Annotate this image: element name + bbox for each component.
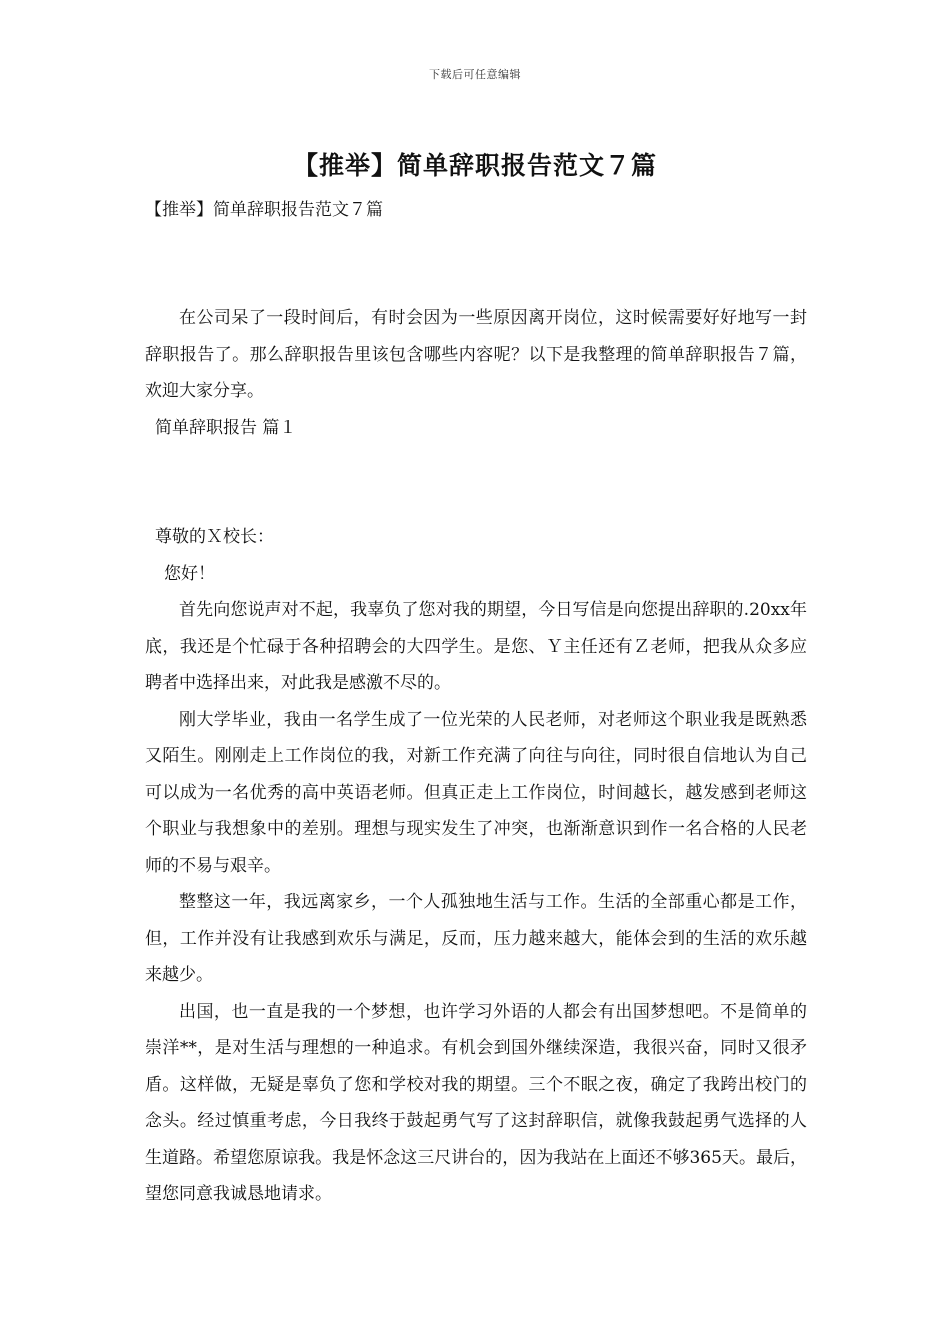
body-paragraph-1: 首先向您说声对不起，我辜负了您对我的期望，今日写信是向您提出辞职的.20xx年底，我还是个忙碌于各种招聘会的大四学生。是您、Ｙ主任还有Ｚ老师，把我从众多应聘者中选择出来，对此我是感激不尽的。: [145, 600, 807, 693]
header-note: 下载后可任意编辑: [429, 68, 521, 81]
document-title: 【推举】简单辞职报告范文７篇: [292, 151, 657, 180]
blank-space: [145, 446, 807, 519]
intro-paragraph: 在公司呆了一段时间后，有时会因为一些原因离开岗位，这时候需要好好地写一封辞职报告了。那么辞职报告里该包含哪些内容呢？以下是我整理的简单辞职报告７篇，欢迎大家分享。: [145, 308, 807, 401]
body-paragraph-4: 出国，也一直是我的一个梦想，也许学习外语的人都会有出国梦想吧。不是简单的崇洋**，是对生活与理想的一种追求。有机会到国外继续深造，我很兴奋，同时又很矛盾。这样做，无疑是辜负了您和学校对我的期望。三个不眠之夜，确定了我跨出校门的念头。经过慎重考虑，今日我终于鼓起勇气写了这封辞职信，就像我鼓起勇气选择的人生道路。希望您原谅我。我是怀念这三尺讲台的，因为我站在上面还不够365天。最后，望您同意我诚恳地请求。: [145, 1001, 807, 1204]
document-body: [145, 192, 807, 1213]
section-heading: 简单辞职报告 篇１: [155, 417, 297, 438]
body-paragraph-3: 整整这一年，我远离家乡，一个人孤独地生活与工作。生活的全部重心都是工作，但，工作并没有让我感到欢乐与满足，反而，压力越来越大，能体会到的生活的欢乐越来越少。: [145, 892, 807, 985]
letter-greeting: 您好！: [164, 563, 215, 584]
body-paragraph-2: 刚大学毕业，我由一名学生成了一位光荣的人民老师，对老师这个职业我是既熟悉又陌生。刚刚走上工作岗位的我，对新工作充满了向往与向往，同时很自信地认为自己可以成为一名优秀的高中英语老师。但真正走上工作岗位，时间越长，越发感到老师这个职业与我想象中的差别。理想与现实发生了冲突，也渐渐意识到作一名合格的人民老师的不易与艰辛。: [145, 709, 807, 876]
blank-space: [145, 228, 807, 300]
letter-salutation: 尊敬的Ｘ校长：: [155, 527, 274, 547]
document-subtitle: 【推举】简单辞职报告范文７篇: [145, 200, 383, 220]
